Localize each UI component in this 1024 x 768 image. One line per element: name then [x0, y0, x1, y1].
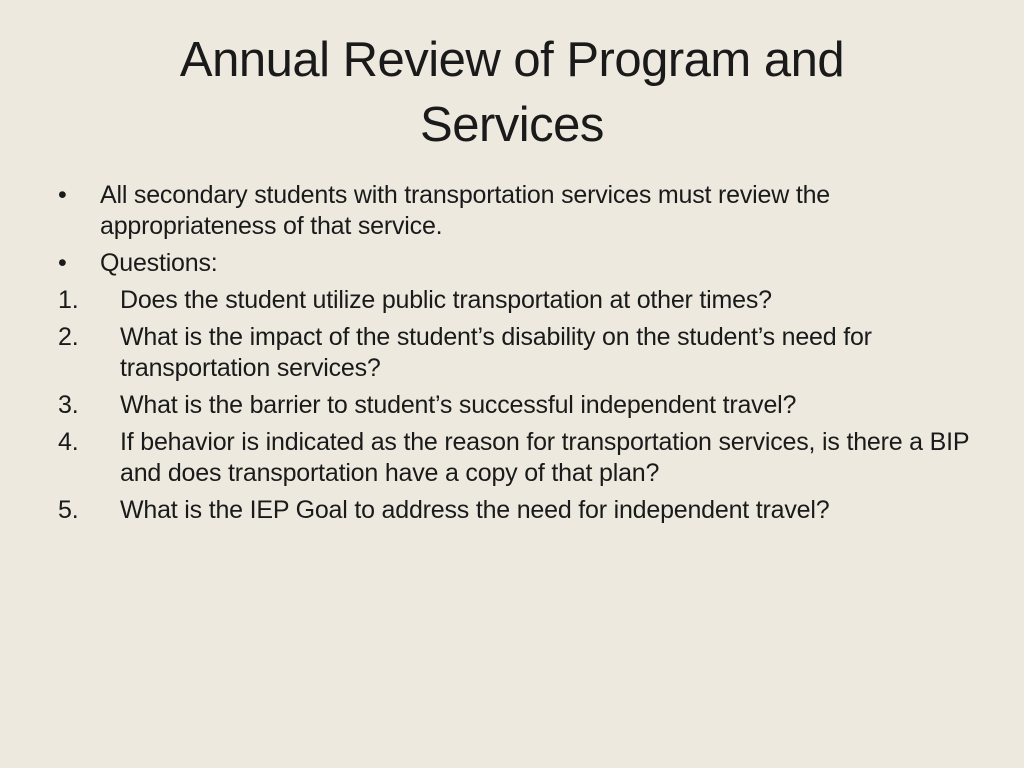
- question-item: [58, 390, 988, 421]
- question-text: What is the IEP Goal to address the need for independent travel?: [120, 496, 830, 524]
- bullet-marker: •: [58, 249, 67, 277]
- question-text: If behavior is indicated as the reason for transportation services, is there a BIP and does transportation have a copy of that plan?: [120, 428, 969, 487]
- question-item: [58, 322, 988, 384]
- question-item: [58, 285, 988, 316]
- bullet-marker: •: [58, 181, 67, 209]
- question-number: 1.: [58, 286, 79, 314]
- slide-title: Annual Review of Program and Services: [179, 33, 845, 152]
- bullet-item: [58, 180, 988, 242]
- question-number: 4.: [58, 428, 79, 456]
- question-item: [58, 495, 988, 526]
- bullet-text: Questions:: [100, 249, 218, 277]
- question-number: 2.: [58, 323, 79, 351]
- question-number: 3.: [58, 391, 79, 419]
- bullet-item: [58, 248, 988, 279]
- question-text: What is the barrier to student’s successful independent travel?: [120, 391, 797, 419]
- question-item: [58, 427, 988, 489]
- question-text: What is the impact of the student’s disability on the student’s need for transportation services?: [120, 323, 872, 382]
- slide-body: [58, 180, 988, 526]
- bullet-text: All secondary students with transportation services must review the appropriateness of that service.: [100, 181, 830, 240]
- question-number: 5.: [58, 496, 79, 524]
- question-text: Does the student utilize public transportation at other times?: [120, 286, 772, 314]
